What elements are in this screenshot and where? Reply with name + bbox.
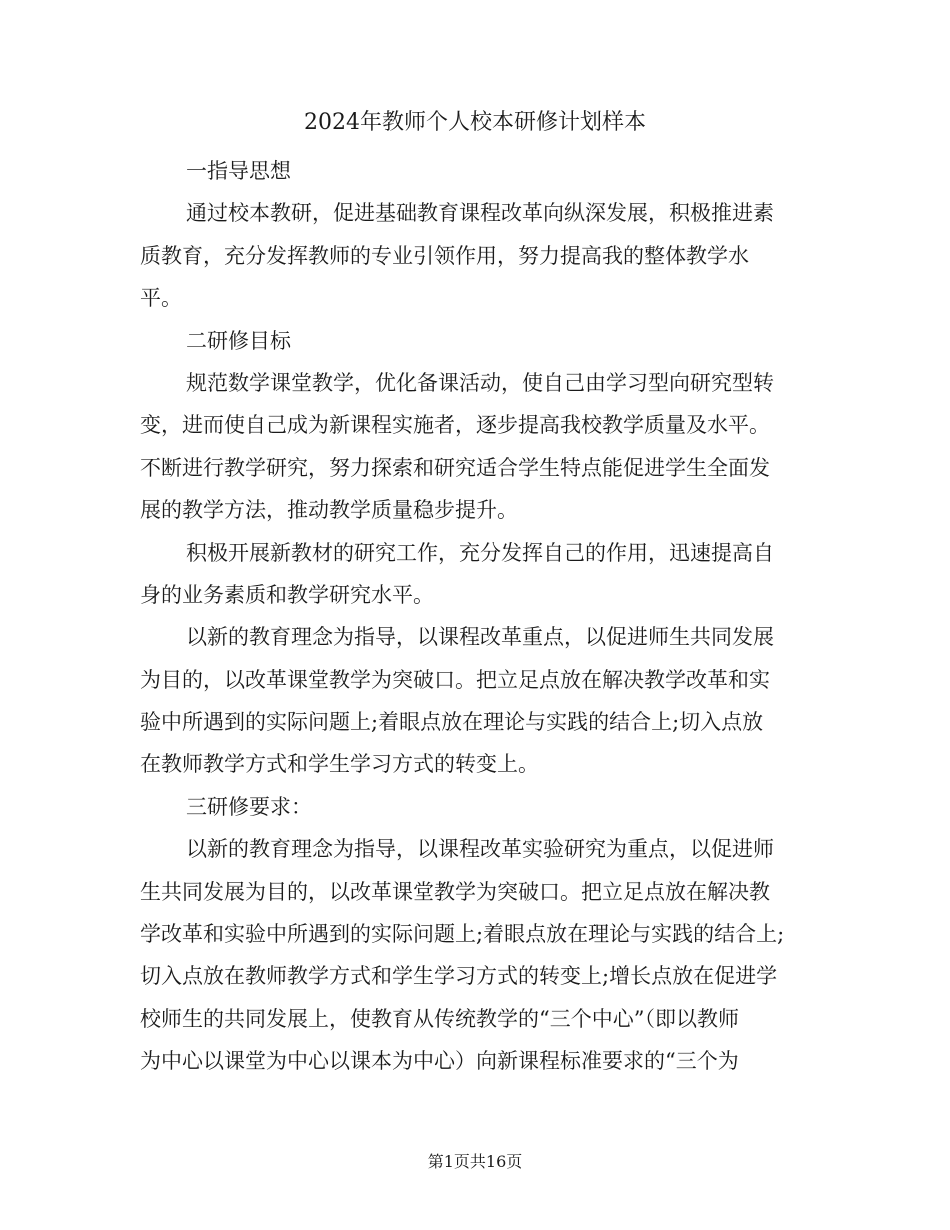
body-line: 二研修目标 xyxy=(186,328,291,353)
page-number: 第1页共16页 xyxy=(427,1152,523,1171)
body-line: 切入点放在教师教学方式和学生学习方式的转变上;增长点放在促进学 xyxy=(140,964,778,989)
body-line: 为中心以课堂为中心以课本为中心）向新课程标准要求的“三个为 xyxy=(140,1049,739,1074)
body-line: 在教师教学方式和学生学习方式的转变上。 xyxy=(140,752,539,777)
body-line: 验中所遇到的实际问题上;着眼点放在理论与实践的结合上;切入点放 xyxy=(140,710,764,735)
body-line: 校师生的共同发展上，使教育从传统教学的“三个中心”（即以教师 xyxy=(140,1006,739,1031)
body-line: 质教育，充分发挥教师的专业引领作用，努力提高我的整体教学水 xyxy=(140,243,749,268)
body-line: 积极开展新教材的研究工作，充分发挥自己的作用，迅速提高自 xyxy=(186,540,774,565)
body-line: 为目的，以改革课堂教学为突破口。把立足点放在解决教学改革和实 xyxy=(140,667,770,692)
body-line: 生共同发展为目的，以改革课堂教学为突破口。把立足点放在解决教 xyxy=(140,879,770,904)
body-line: 三研修要求： xyxy=(186,794,312,819)
body-line: 变，进而使自己成为新课程实施者，逐步提高我校教学质量及水平。 xyxy=(140,413,770,438)
body-line: 以新的教育理念为指导，以课程改革重点，以促进师生共同发展 xyxy=(186,625,774,650)
body-line: 平。 xyxy=(140,286,182,311)
body-line: 通过校本教研，促进基础教育课程改革向纵深发展，积极推进素 xyxy=(186,201,774,226)
document-title: 2024年教师个人校本研修计划样本 xyxy=(304,110,646,135)
document-body xyxy=(140,150,820,1083)
body-line: 一指导思想 xyxy=(186,159,291,183)
body-line: 不断进行教学研究，努力探索和研究适合学生特点能促进学生全面发 xyxy=(140,455,770,480)
body-line: 以新的教育理念为指导，以课程改革实验研究为重点，以促进师 xyxy=(186,837,774,862)
body-line: 学改革和实验中所遇到的实际问题上;着眼点放在理论与实践的结合上; xyxy=(140,922,785,947)
body-line: 展的教学方法，推动教学质量稳步提升。 xyxy=(140,498,518,523)
body-line: 规范数学课堂教学，优化备课活动，使自己由学习型向研究型转 xyxy=(186,370,774,395)
body-line: 身的业务素质和教学研究水平。 xyxy=(140,582,434,607)
